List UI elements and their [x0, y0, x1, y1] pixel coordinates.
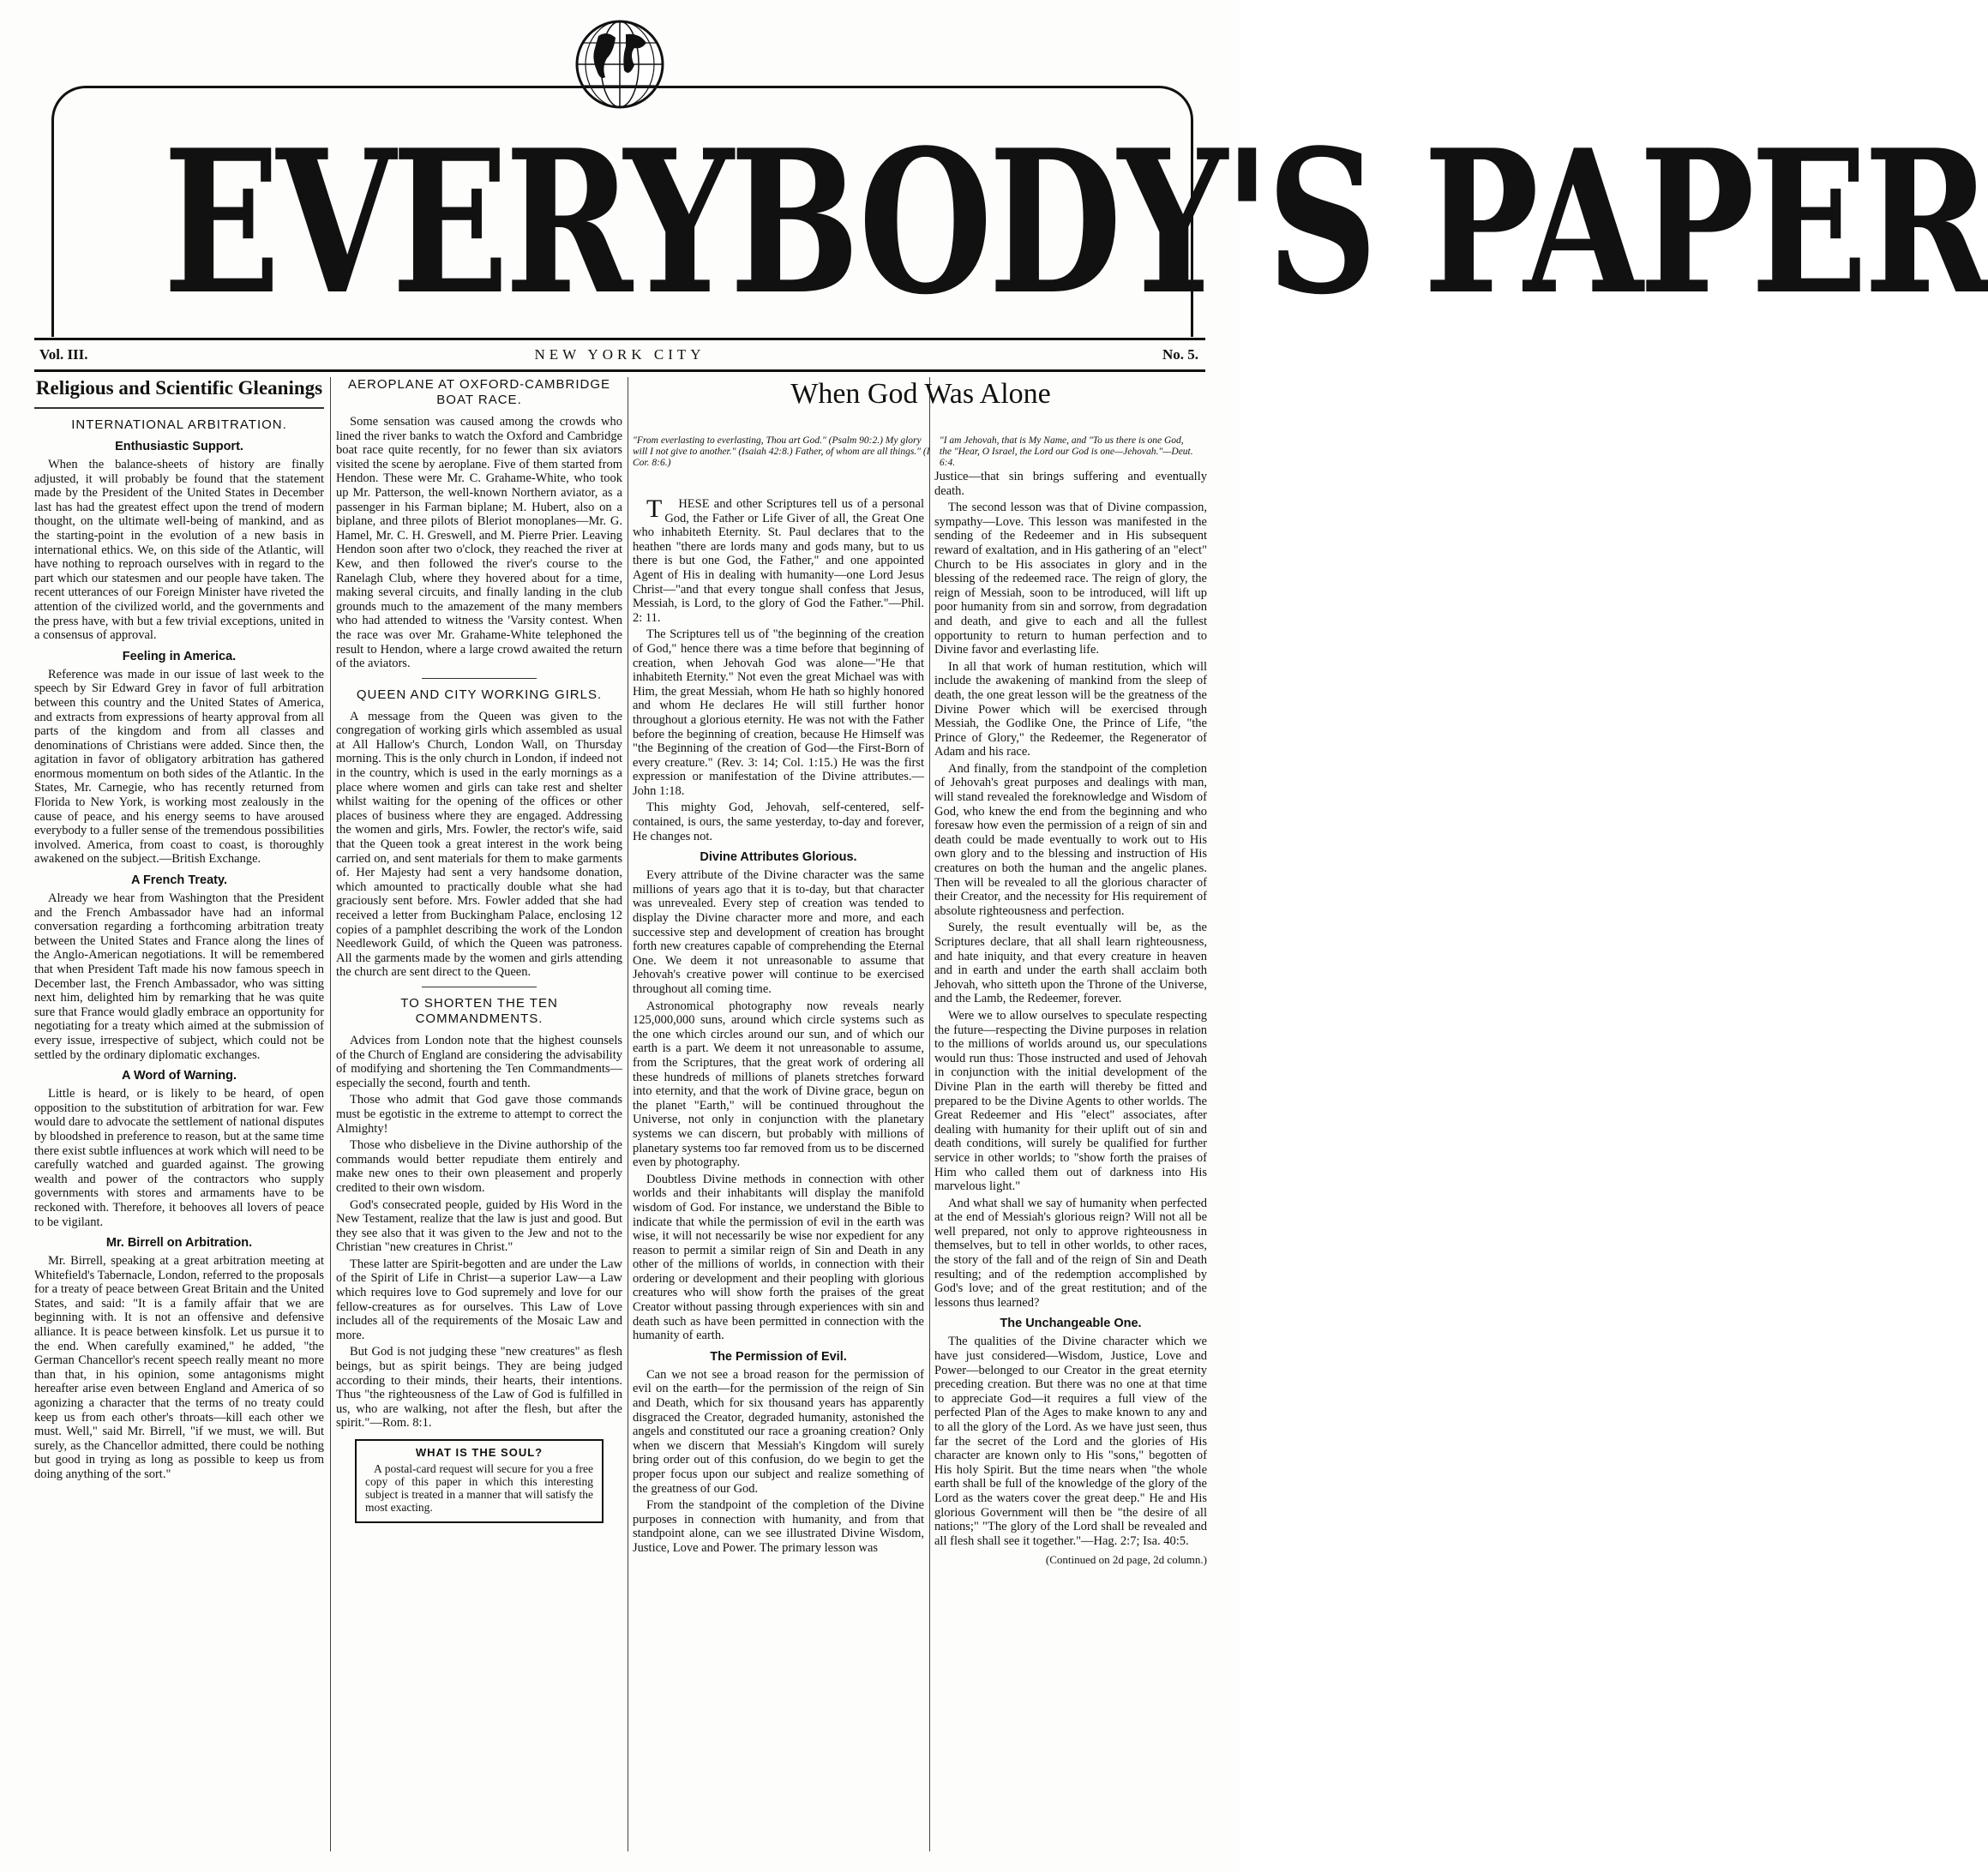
paragraph: From the standpoint of the completion of the Divine purposes in connection with humanity, and from that standpoint alone, can we see illustrated Divine Wisdom, Justice, Love and Power. The primary lesson was [633, 1498, 924, 1555]
subhead: A French Treaty. [130, 873, 227, 888]
paragraph: Can we not see a broad reason for the permission of evil on the earth—for the permission of the reign of Sin and Death, which for six thousand years has apparently disgraced the Creator, degraded humanity, astonished the angels and constituted our race a groaning creation? Only when we discern that Messiah's Kingdom will surely bring order out of this confusion, do we begin to get the proper focus upon our subject and realize something of the greatness of our God. [633, 1367, 924, 1496]
issue-number: No. 5. [1162, 346, 1198, 363]
masthead [34, 17, 1988, 339]
paragraph: The second lesson was that of Divine compassion, sympathy—Love. This lesson was manifested in the sending of the Redeemer and in His subsequent reward of exaltation, and in His gathering of an "elect" Church to be His associates in glory and in the blessing of the redeemed race. The reign of glory, the reign of Messiah, soon to be introduced, will lift up poor humanity from sin and sorrow, from degradation and death, and give to each and all the fullest opportunity to return to human perfection and to Divine favor and everlasting life. [934, 501, 1207, 657]
continued-note: (Continued on 2d page, 2d column.) [1045, 1553, 1207, 1567]
section-title: INTERNATIONAL ARBITRATION. [71, 417, 287, 432]
divider [34, 407, 324, 409]
subhead: The Unchangeable One. [1000, 1317, 1142, 1331]
divider [422, 678, 537, 679]
paragraph: God's consecrated people, guided by His Word in the New Testament, realize that the law is just and good. But they see also that it was given to the Jew and not to the Christian "new creatures in Christ." [336, 1197, 622, 1255]
paragraph: These latter are Spirit-begotten and are under the Law of the Spirit of Life in Christ—a superior Law—a Law which requires love to God supremely and love for our fellow-creatures as for ourselves. This Law of Love includes all of the requirements of the Mosaic Law and more. [336, 1257, 622, 1342]
paragraph: Those who disbelieve in the Divine authorship of the commands would better repudiate them entirely and make new ones to their own pleasement and properly credited to their own wisdom. [336, 1138, 622, 1195]
paragraph: Reference was made in our issue of last week to the speech by Sir Edward Grey in favor of full arbitration between this country and the United States of America, and extracts from expressions of hearty approval from all parts of the kingdom and from all classes and denominations of Christians were added. Since then, the agitation in favor of obligatory arbitration has gathered enormous momentum on both sides of the Atlantic. In the States, Mr. Carnegie, who has recently returned from Florida to New York, is working most zealously in the cause of peace, and his energy seems to have aroused everybody to a fuller sense of the tremendous possibilities involved. America, from coast to coast, is thoroughly awakened on the subject.—British Exchange. [34, 667, 324, 867]
paragraph: Astronomical photography now reveals nearly 125,000,000 suns, around which circle systems such as the one which circles around our sun, and of which our earth is a part. We deem it not unreasonable to assume, from the Scriptures, that the great work of ordering all these hundreds of millions of planets stretches forward into eternity, and that the work of Divine grace, begun on the planet "Earth," will be continued throughout the Universe, not only in conjunction with the planetary systems we can discern, but probably with millions of planetary systems too far removed from us to be discerned even by photography. [633, 999, 924, 1170]
subhead: The Permission of Evil. [710, 1349, 847, 1364]
subhead: Feeling in America. [122, 649, 237, 663]
paragraph: Every attribute of the Divine character was the same millions of years ago that it is to-day, but that character was unrevealed. Every step of creation was tended to display the Divine character more and more, and each successive step and development of creation has brought forth new creatures capable of comprehending the Eternal One. We deem it not unreasonable to assume that Jehovah's creative power will continue to be exercised throughout all coming time. [633, 868, 924, 996]
article-title: AEROPLANE AT OXFORD-CAMBRIDGE BOAT RACE. [348, 377, 610, 407]
column-rule [330, 377, 331, 1851]
paragraph: Doubtless Divine methods in connection with other worlds and their inhabitants will display the manifold wisdom of God. For instance, we understand the Bible to indicate that while the permission of evil in the earth was wise, it will not necessarily be wise nor expedient for any reason to permit a similar reign of Sin and Death in any other of the millions of worlds, in connection with their ordering or development and their peopling with glorious creatures who will show forth the praises of the great Creator without passing through experiences with sin and death such as have been permitted in connection with the humanity of earth. [633, 1172, 924, 1343]
paragraph: Those who admit that God gave those commands must be egotistic in the extreme to attempt to correct the Almighty! [336, 1093, 622, 1136]
subhead: Mr. Birrell on Arbitration. [105, 1236, 253, 1251]
article-title: QUEEN AND CITY WORKING GIRLS. [356, 687, 603, 702]
paragraph: This mighty God, Jehovah, self-centered, self-contained, is ours, the same yesterday, to-day and forever, He changes not. [633, 801, 924, 843]
paragraph: But God is not judging these "new creatures" as flesh beings, but as spirit beings. They are being judged according to their minds, their hearts, their intentions. Thus "the righteousness of the Law of God is fulfilled in us, who are walking, not after the flesh, but after the spirit."—Rom. 8:1. [336, 1345, 622, 1431]
scripture-quote: "I am Jehovah, that is My Name, and "To us there is one God, the "Hear, O Israel, the Lord our God is one—Jehovah."—Deut. 6:4. [939, 435, 1193, 468]
paragraph: Some sensation was caused among the crowds who lined the river banks to watch the Oxford and Cambridge boat race quite recently, for no fewer than six aviators visited the scene by aeroplane. Five of them started from Hendon. These were Mr. C. Grahame-White, who took up Mr. Patterson, the well-known Northern aviator, as a passenger in his Farman biplane; M. Hubert, also on a biplane, and three pilots of Bleriot monoplanes—Mr. G. Hamel, Mr. C. H. Greswell, and M. Pierre Prier. Leaving Hendon soon after two o'clock, they reached the river at Kew, and then followed the river's course to the Ranelagh Club, where they hovered about for a time, making several circuits, and finally landing in the club grounds much to the amazement of the many members who had attended to witness the 'Varsity contest. When the race was over Mr. Grahame-White telephoned the result to Hendon, where a large crowd awaited the return of the aviators. [336, 415, 622, 671]
volume-label: Vol. III. [39, 346, 88, 363]
paragraph: Surely, the result eventually will be, as the Scriptures declare, that all shall learn righteousness, and hate iniquity, and that every creature in heaven and in earth and under the earth shall acclaim both Jehovah, who sitteth upon the Throne of the Universe, and the Lamb, the Redeemer, forever. [934, 921, 1207, 1006]
paragraph: When the balance-sheets of history are finally adjusted, it will probably be found that the statement made by the President of the United States in December last has had the greatest effect upon the trend of modern thought, on the ultimate well-being of mankind, and as the starting-point in the evolution of a new basis in international ethics. We, on this side of the Atlantic, will have nothing to reproach ourselves with in regard to the part which our statesmen and our people have taken. The recent utterances of our Foreign Minister have riveted the attention of the civilized world, and the governments and the press have, with but a few trivial exceptions, united in a consensus of approval. [34, 458, 324, 643]
paragraph: Justice—that sin brings suffering and eventually death. [934, 470, 1207, 498]
scripture-quote: "From everlasting to everlasting, Thou art God." (Psalm 90:2.) My glory will I not give to another." (Isaiah 42:8.) Father, of whom are all things." (I Cor. 8:6.) [633, 435, 930, 468]
article-title: TO SHORTEN THE TEN COMMANDMENTS. [400, 995, 558, 1026]
column-4 [934, 377, 1207, 1851]
subhead: A Word of Warning. [122, 1069, 237, 1083]
paragraph: Advices from London note that the highest counsels of the Church of England are considering the advisability of modifying and shortening the Ten Commandments—especially the second, fourth and tenth. [336, 1033, 622, 1090]
column-1 [34, 377, 324, 1851]
subhead: Divine Attributes Glorious. [700, 850, 857, 865]
paragraph: In all that work of human restitution, which will include the awakening of mankind from the sleep of death, the one great lesson will be the greatness of the Divine Power which will be exercised through Messiah, the Godlike One, the Prince of Life, "the Prince of Glory," the Redeemer, the Regenerator of Adam and his race. [934, 659, 1207, 759]
soul-offer-box [355, 1439, 604, 1523]
paragraph: Already we hear from Washington that the President and the French Ambassador have had an informal conversation regarding a forthcoming arbitration treaty between the United States and France along the lines of the Anglo-American negotiations. It will be remembered that when President Taft made his now famous speech in December last, the French Ambassador, who was sitting next him, delighted him by remarking that he was quite sure that France would gladly embrace an opportunity for negotiating for a treaty which aimed at the submission of every issue, irrespective of subject, which could not be settled by the ordinary diplomatic exchanges. [34, 891, 324, 1062]
subhead: Enthusiastic Support. [115, 440, 243, 453]
paragraph: And finally, from the standpoint of the completion of Jehovah's great purposes and dealings with man, will stand revealed the foreknowledge and Wisdom of God, who knew the end from the beginning and who foresaw how even the permission of a reign of sin and death could be made eventually to work out to His own glory and to the blessing and instruction of His creatures on both the human and the angelic planes. Then will be revealed to all the glorious character of their Creator, and the necessity for His requirement of absolute righteousness and perfection. [934, 761, 1207, 918]
folio-line [34, 338, 1205, 372]
paragraph: Were we to allow ourselves to speculate respecting the future—respecting the Divine purposes in relation to the millions of worlds around us, our speculations would run thus: Those instructed and used of Jehovah in conjunction with the initial development of the Divine Plan in the earth will thereby be fitted and prepared to be the Divine Agents to other worlds. The Great Redeemer and His "elect" associates, after dealing with humanity for their uplift out of sin and death conditions, will surely be qualified for further service in other worlds; to "show forth the praises of Him who called them out of darkness into His marvelous light." [934, 1008, 1207, 1194]
paragraph: Mr. Birrell, speaking at a great arbitration meeting at Whitefield's Tabernacle, London, referred to the proposals for a treaty of peace between Great Britain and the United States, and said: "It is a family affair that we are beginning with. It is not an offensive and defensive alliance. It is peace between kinsfolk. Let us pursue it to the end. When carefully examined," he added, "the German Chancellor's recent speech really meant no more than that, in his opinion, some antagonisms might hereafter arise even between England and America of so agonizing a character that the terms of no treaty could keep us from each other's throats—kill each other we must. Well," said Mr. Birrell, "if we must, we will. But surely, as the Chancellor admitted, there could be nothing but good in trying as long as possible to keep us from doing anything of the sort." [34, 1254, 324, 1481]
box-text: A postal-card request will secure for you a free copy of this paper in which this interesting subject is treated in a manner that will satisfy the most exacting. [365, 1462, 593, 1514]
column-rule [929, 377, 930, 1851]
paragraph: THESE and other Scriptures tell us of a personal God, the Father or Life Giver of all, the Great One who inhabiteth Eternity. St. Paul declares that to the heathen "there are lords many and gods many, but to us there is but one God, the Father," and one appointed Agent of His in dealing with humanity—one Lord Jesus Christ—"and that every tongue shall confess that Jesus, Messiah, is Lord, to the glory of God the Father."—Phil. 2: 11. [633, 495, 924, 625]
city-label: NEW YORK CITY [534, 346, 706, 363]
paragraph: And what shall we say of humanity when perfected at the end of Messiah's glorious reign? Will not all be well prepared, not only to approve righteousness in themselves, but to tell in other worlds, to other races, the story of the fall and of the reign of Sin and Death resulting; and of the redemption accomplished by God's love; and of the great restitution; and of the lessons thus learned? [934, 1196, 1207, 1310]
headline-god-alone: When God Was Alone [790, 378, 1051, 410]
paragraph: Little is heard, or is likely to be heard, of open opposition to the substitution of arbitration for war. Few would dare to advocate the settlement of national disputes by bloodshed in preference to reason, but at the same time there exist subtle influences at work which will need to be carefully watched and guarded against. The growing wealth and power of the contractors who supply governments with stores and armaments have to be reckoned with. Therefore, it behooves all lovers of peace to be vigilant. [34, 1087, 324, 1229]
paper-title: EVERYBODY'S PAPER [163, 107, 1988, 339]
column-2 [336, 377, 622, 1851]
box-title: WHAT IS THE SOUL? [415, 1446, 544, 1459]
paragraph: The qualities of the Divine character which we have just considered—Wisdom, Justice, Love and Power—belonged to our Creator in the great eternity preceding creation. But there was no one at that time to appreciate God—it requires a full view of the perfected Plan of the Ages to make known to any and to all the glory of the Lord. As we have just seen, thus far the secret of the Lord and the glories of His character are known only to His "sons," begotten of His holy Spirit. But the time nears when "the whole earth shall be full of the knowledge of the glory of the Lord as the waters cover the great deep." He and His glorious Government will then be "the desire of all nations;" "The glory of the Lord shall be revealed and all flesh shall see it together."—Hag. 2:7; Isa. 40:5. [934, 1335, 1207, 1548]
paragraph: The Scriptures tell us of "the beginning of the creation of God," hence there was a time before that beginning of creation, when Jehovah God was alone—"He that inhabiteth Eternity." Not even the great Michael was with Him, the great Messiah, whom He hath so highly honored and whom He declares He will still further honor throughout a glorious eternity. He was not with the Father before the beginning of creation, because He Himself was "the Beginning of the creation of God—the First-Born of every creature." (Rev. 3: 14; Col. 1:15.) He was the first expression or manifestation of the Divine attributes.—John 1:18. [633, 627, 924, 798]
headline-gleanings: Religious and Scientific Gleanings [35, 377, 323, 399]
paragraph: A message from the Queen was given to the congregation of working girls which assembled as usual at All Hallow's Church, London Wall, on Thursday morning. This is the only church in London, if indeed not in the country, which is used in the early mornings as a place where women and girls can take rest and shelter whilst waiting for the opening of the offices or other places of business where they are engaged. Addressing the women and girls, Mrs. Fowler, the rector's wife, said that the Queen took a great interest in the work being carried on, and sent materials for them to make garments of. Her Majesty had sent a very handsome donation, which amounted to practically double what she had graciously sent before. Mrs. Fowler added that she had received a letter from Buckingham Palace, enclosing 12 copies of a pamphlet describing the work of the London Needlework Guild, of which the Queen was patroness. All the garments made by the women and girls attending the church are sent direct to the Queen. [336, 709, 622, 980]
